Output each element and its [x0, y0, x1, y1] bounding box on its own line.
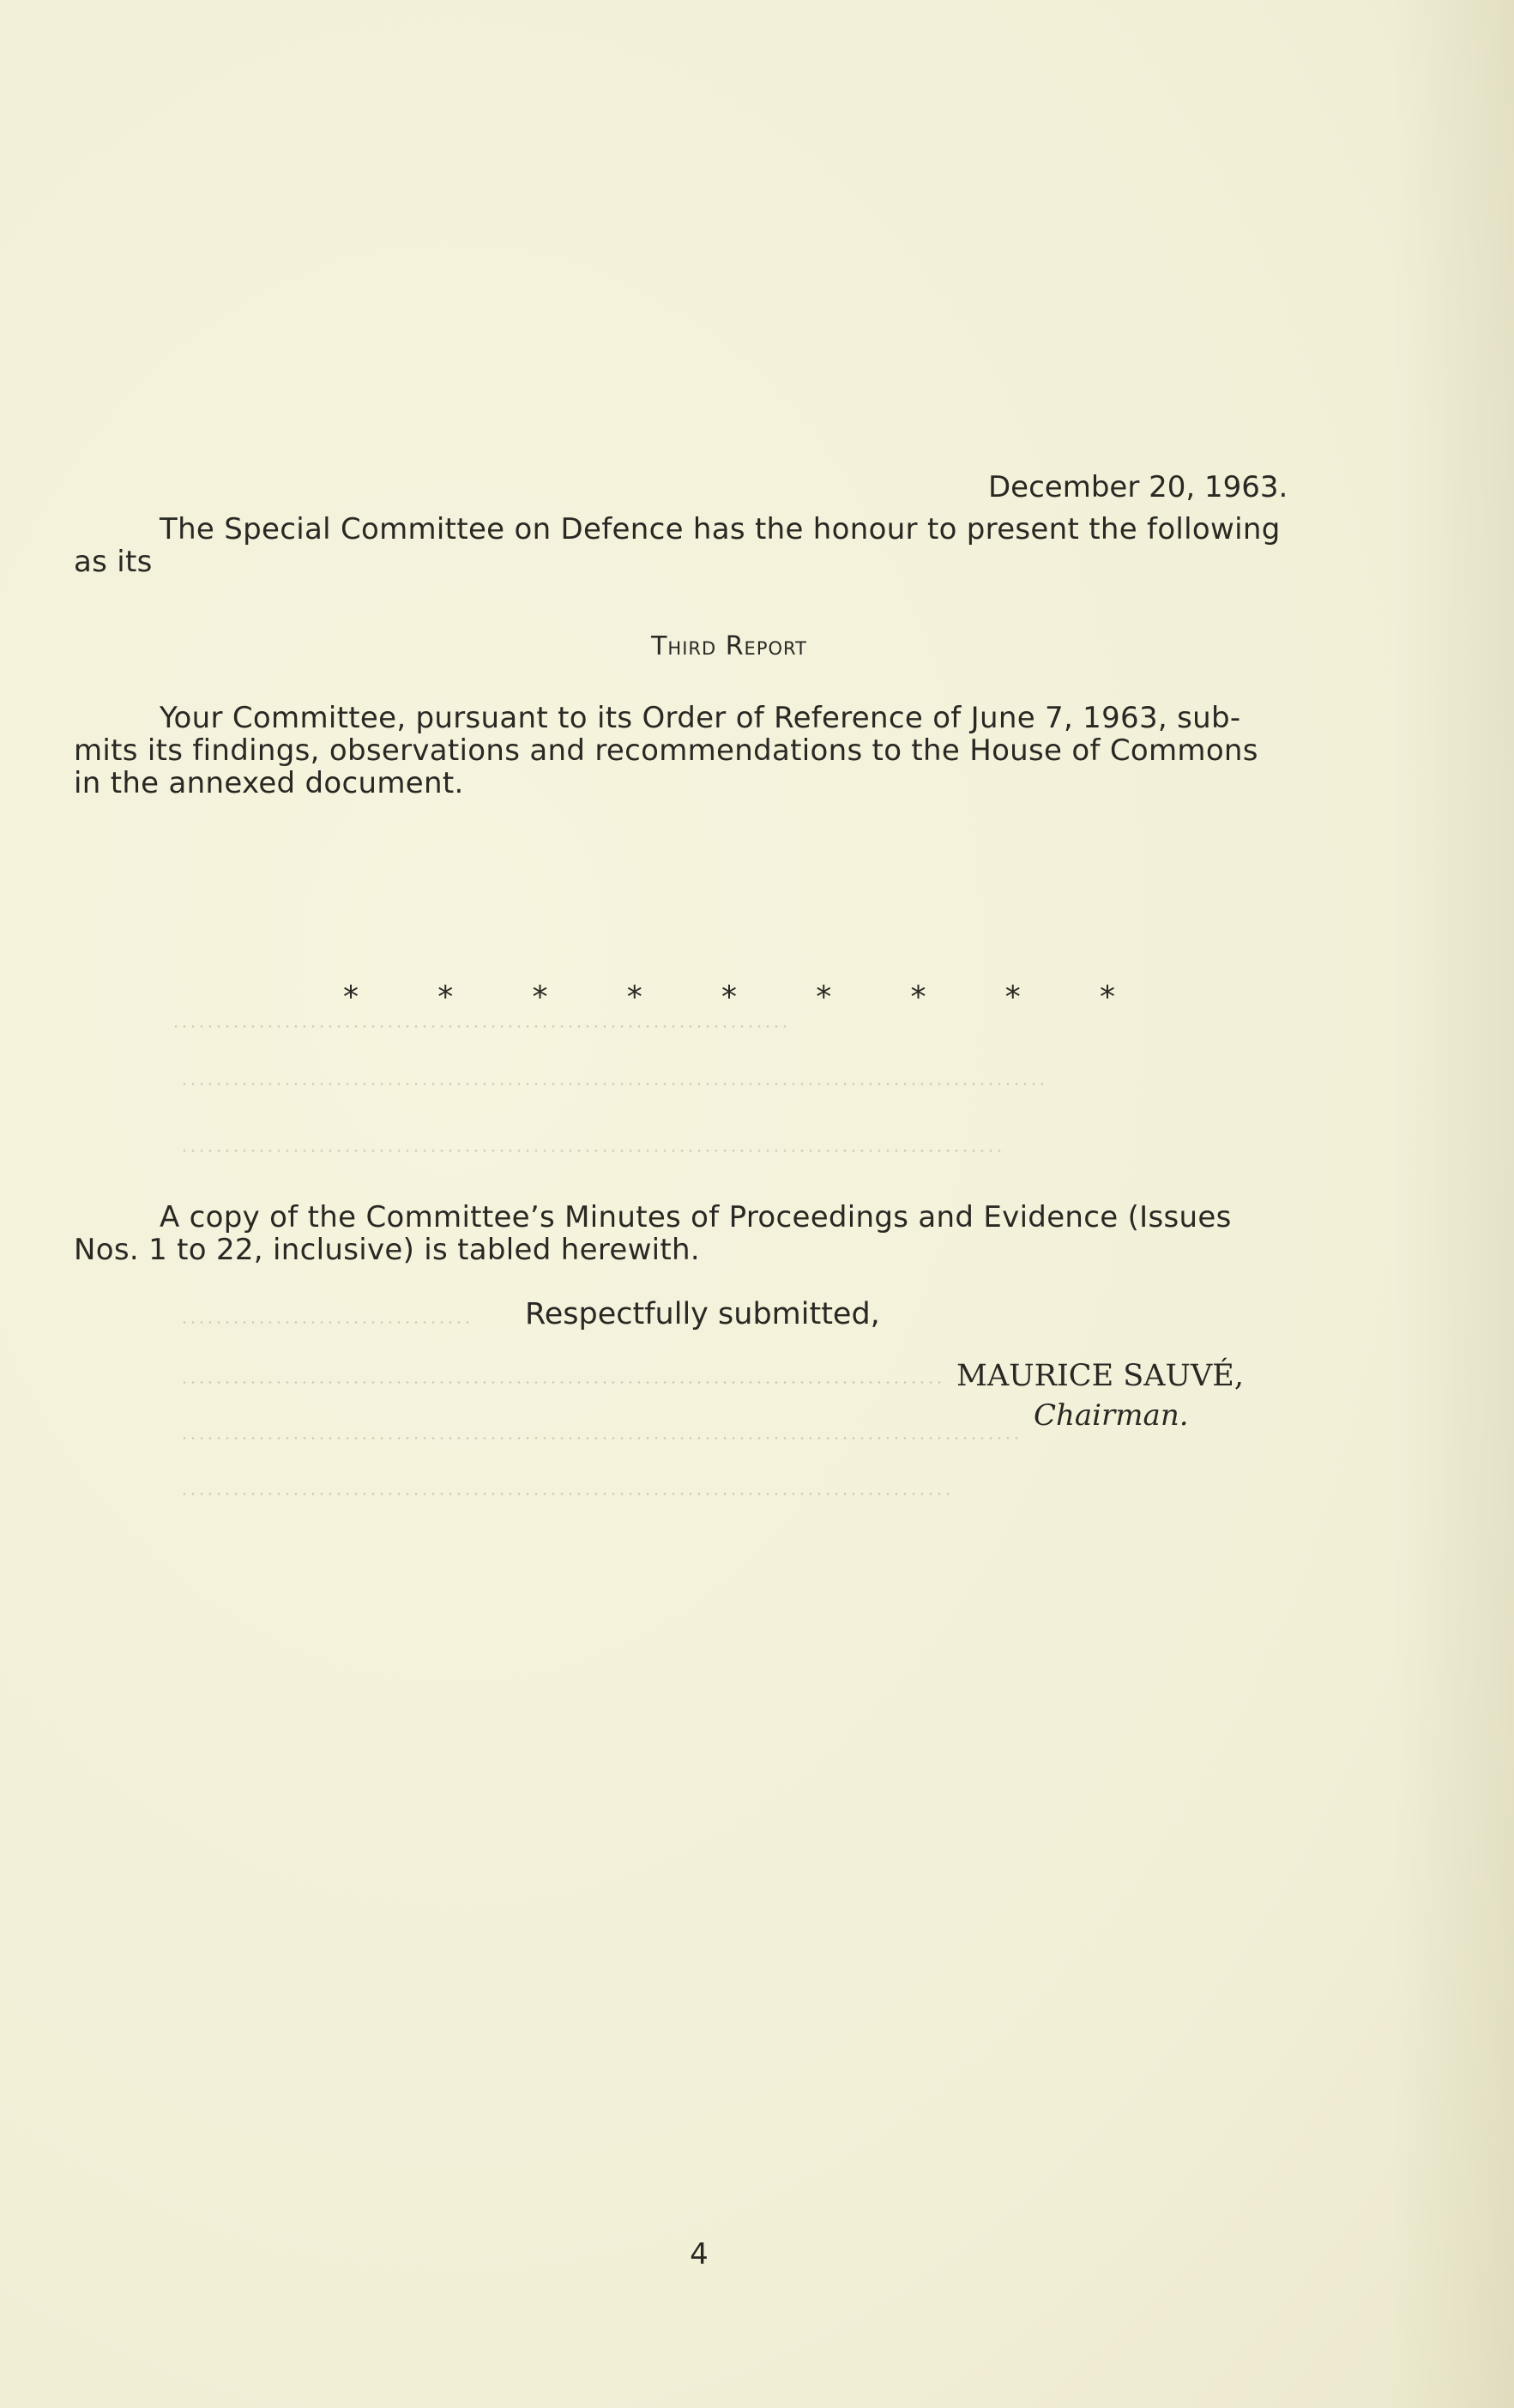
- intro-paragraph: [74, 513, 1378, 578]
- separator-star: *: [1100, 980, 1115, 1015]
- copy-line: A copy of the Committee’s Minutes of Proceedings and Evidence (Issues: [160, 1200, 1232, 1234]
- signatory-title: Chairman.: [1034, 1398, 1189, 1433]
- page-number: 4: [690, 2237, 709, 2272]
- intro-line: as its: [74, 545, 153, 579]
- body-line: mits its findings, observations and recommendations to the House of Commons: [74, 733, 1258, 768]
- closing-line: Respectfully submitted,: [525, 1297, 880, 1331]
- bleed-through-dots: [180, 1437, 1021, 1439]
- bleed-through-dots: [180, 1150, 1004, 1152]
- bleed-through-dots: [180, 1493, 952, 1495]
- separator-star: *: [1004, 980, 1021, 1015]
- body-paragraph: [74, 702, 1378, 800]
- report-heading: Third Report: [651, 631, 807, 661]
- section-separator: [343, 980, 1115, 1015]
- copy-line: Nos. 1 to 22, inclusive) is tabled herewith.: [74, 1233, 701, 1267]
- separator-star: *: [721, 980, 737, 1015]
- bleed-through-dots: [180, 1381, 944, 1384]
- separator-star: *: [532, 980, 548, 1015]
- intro-line: The Special Committee on Defence has the honour to present the following: [160, 512, 1281, 546]
- separator-star: *: [343, 980, 359, 1015]
- separator-star: *: [626, 980, 642, 1015]
- report-date: December 20, 1963.: [988, 470, 1288, 504]
- bleed-through-dots: [180, 1083, 1047, 1085]
- separator-star: *: [910, 980, 926, 1015]
- separator-star: *: [437, 980, 454, 1015]
- bleed-through-dots: [172, 1025, 789, 1028]
- bleed-through-dots: [180, 1321, 472, 1324]
- copy-paragraph: [74, 1201, 1378, 1266]
- signatory-name: MAURICE SAUVÉ,: [956, 1359, 1244, 1393]
- body-line: in the annexed document.: [74, 766, 464, 800]
- separator-star: *: [816, 980, 832, 1015]
- body-line: Your Committee, pursuant to its Order of Reference of June 7, 1963, sub-: [160, 701, 1241, 735]
